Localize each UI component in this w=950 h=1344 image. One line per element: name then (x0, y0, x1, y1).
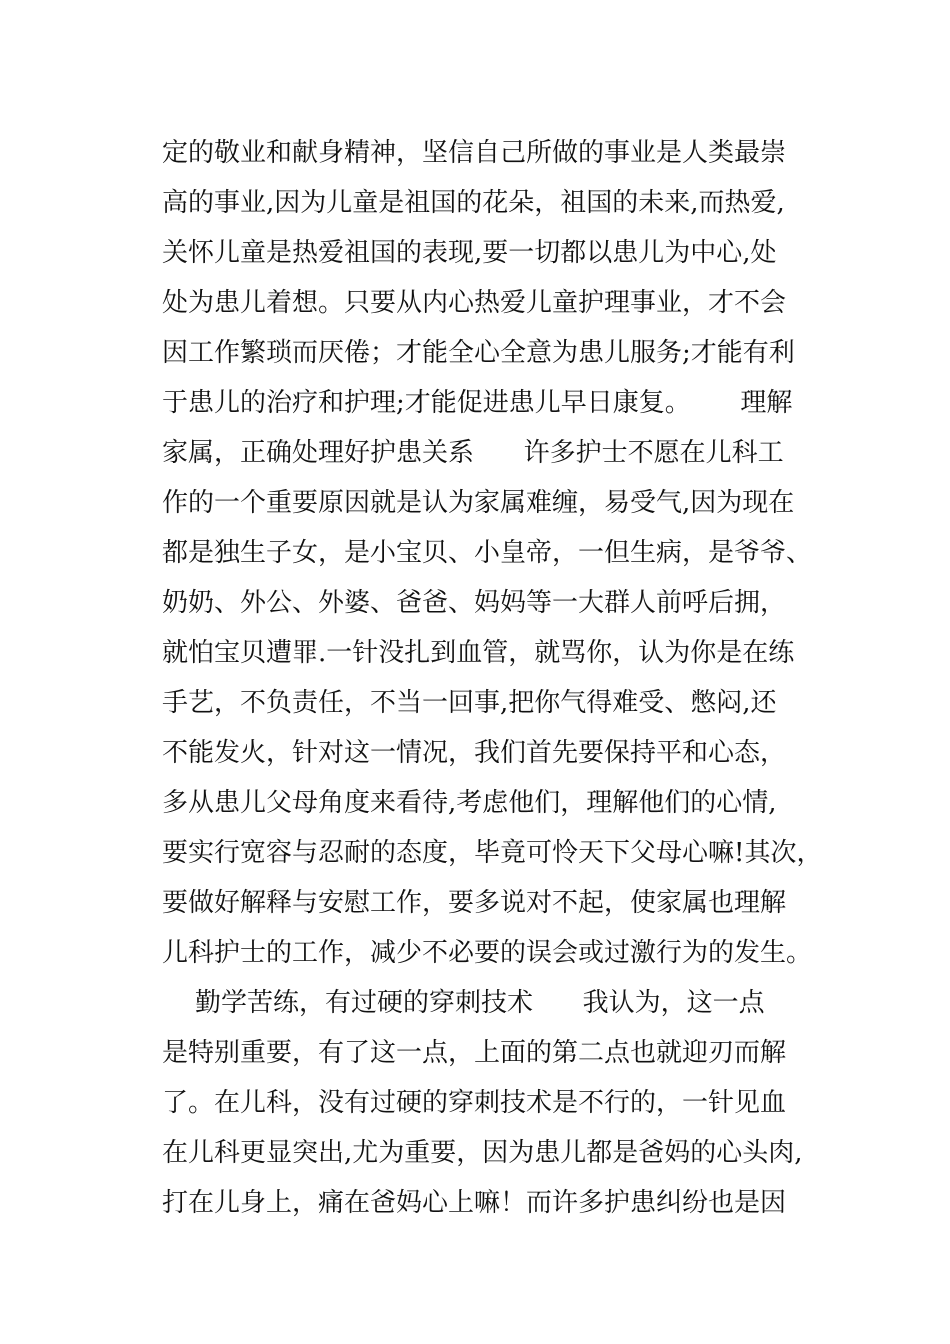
text-line: 家属，正确处理好护患关系 许多护士不愿在儿科工 (162, 438, 784, 468)
text-line: 关怀儿童是热爱祖国的表现,要一切都以患儿为中心,处 (162, 238, 777, 268)
text-line: 要做好解释与安慰工作，要多说对不起，使家属也理解 (162, 888, 787, 918)
text-line: 打在儿身上，痛在爸妈心上嘛！而许多护患纠纷也是因 (162, 1188, 787, 1218)
text-line: 不能发火，针对这一情况，我们首先要保持平和心态， (162, 738, 787, 768)
text-line: 要实行宽容与忍耐的态度，毕竟可怜天下父母心嘛!其次， (162, 838, 822, 868)
text-line: 多从患儿父母角度来看待,考虑他们，理解他们的心情, (162, 788, 777, 818)
text-line: 高的事业,因为儿童是祖国的花朵，祖国的未来,而热爱, (162, 188, 785, 218)
text-line: 处为患儿着想。只要从内心热爱儿童护理事业，才不会 (162, 288, 787, 318)
text-line: 就怕宝贝遭罪.一针没扎到血管，就骂你，认为你是在练 (162, 638, 795, 668)
text-line: 是特别重要，有了这一点，上面的第二点也就迎刃而解 (162, 1038, 787, 1068)
text-line: 手艺，不负责任，不当一回事,把你气得难受、憋闷,还 (162, 688, 777, 718)
text-line: 勤学苦练，有过硬的穿刺技术 我认为，这一点 (162, 988, 765, 1018)
text-line: 了。在儿科，没有过硬的穿刺技术是不行的，一针见血 (162, 1088, 787, 1118)
text-line: 儿科护士的工作，减少不必要的误会或过激行为的发生。 (162, 938, 813, 968)
text-line: 因工作繁琐而厌倦；才能全心全意为患儿服务;才能有利 (162, 338, 795, 368)
text-line: 于患儿的治疗和护理;才能促进患儿早日康复。 理解 (162, 388, 793, 418)
text-line: 在儿科更显突出,尤为重要，因为患儿都是爸妈的心头肉, (162, 1138, 803, 1168)
text-line: 作的一个重要原因就是认为家属难缠，易受气,因为现在 (162, 488, 795, 518)
text-line: 都是独生子女，是小宝贝、小皇帝，一但生病，是爷爷、 (162, 538, 813, 568)
body-text (162, 128, 822, 1228)
text-line: 奶奶、外公、外婆、爸爸、妈妈等一大群人前呼后拥， (162, 588, 787, 618)
text-line: 定的敬业和献身精神，坚信自己所做的事业是人类最崇 (162, 138, 787, 168)
